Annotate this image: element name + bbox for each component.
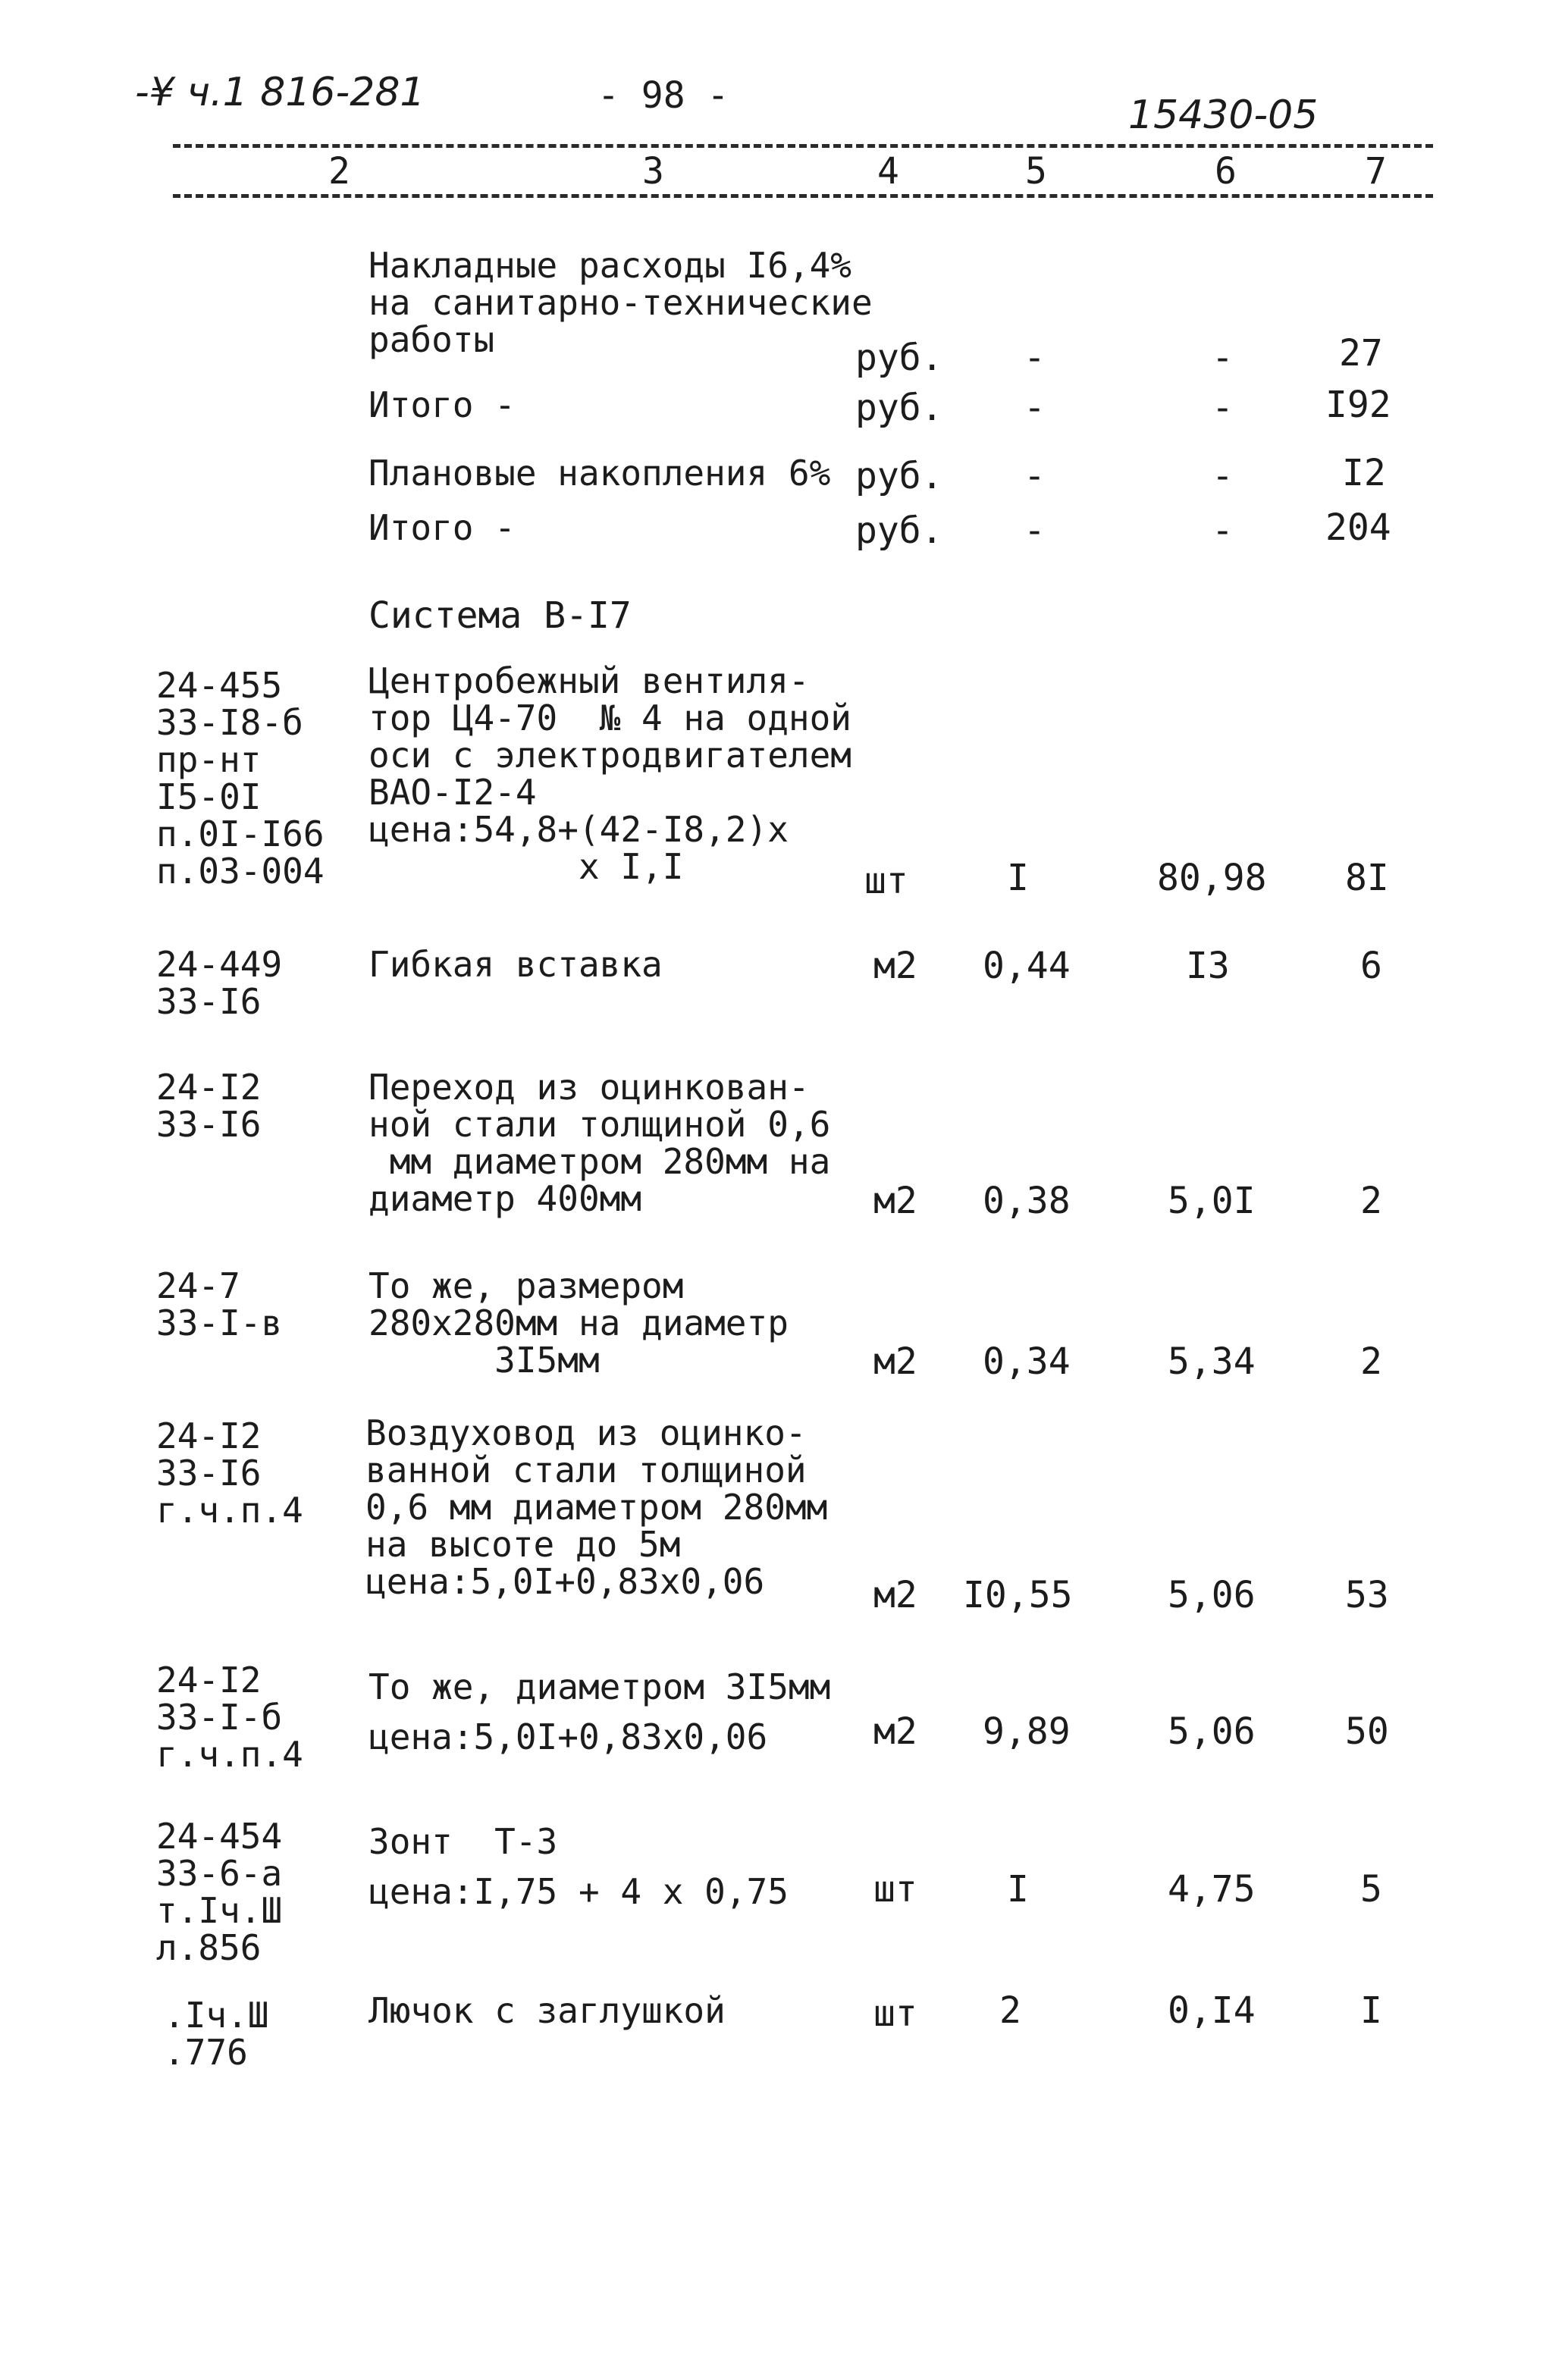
row-quantity: I0,55 [963,1574,1073,1616]
header-divider-top [173,144,1433,148]
row-quantity: 2 [999,1989,1021,2032]
row-description: То же, размером 280х280мм на диаметр 3I5мм [368,1265,789,1381]
row-total: I [1360,1989,1382,2032]
row-description: Итого - [368,507,516,548]
row-unit: руб. [855,387,943,429]
row-codes: 24-I2 33-I-б г.ч.п.4 [156,1660,303,1775]
document-reference: -¥ ч.1 816-281 [135,70,425,115]
row-quantity: - [1024,509,1046,552]
row-codes: 24-454 33-6-а т.Iч.Ш л.856 [156,1816,283,1968]
row-unit: шт [864,860,908,902]
row-price: 0,I4 [1168,1989,1256,2032]
row-total: I2 [1342,452,1386,494]
row-price: I3 [1186,945,1230,987]
row-price: - [1212,455,1234,497]
column-number-6: 6 [1215,150,1237,193]
column-number-7: 7 [1365,150,1387,193]
row-quantity: 0,38 [983,1180,1071,1222]
row-description: То же, диаметром 3I5мм цена:5,0I+0,83х0,06 [368,1666,831,1757]
row-quantity: 0,44 [983,945,1071,987]
row-total: 2 [1360,1340,1382,1383]
row-price: 80,98 [1157,857,1267,899]
row-price: 4,75 [1168,1868,1256,1911]
row-description: Плановые накопления 6% [368,453,831,494]
section-title: Система В-I7 [368,594,632,637]
row-price: 5,06 [1168,1574,1256,1616]
row-price: 5,06 [1168,1710,1256,1753]
row-codes: 24-7 33-I-в [156,1265,283,1343]
row-unit: м2 [873,1710,917,1753]
document-code: 15430-05 [1128,92,1319,138]
row-quantity: 9,89 [983,1710,1071,1753]
row-quantity: I [1007,1868,1029,1911]
column-number-2: 2 [328,150,350,193]
row-price: - [1212,509,1234,552]
row-price: - [1212,337,1234,379]
row-total: 204 [1325,506,1391,549]
page-number: - 98 - [597,74,729,117]
row-description: Воздуховод из оцинко- ванной стали толщиной 0,6 мм диаметром 280мм на высоте до 5м цена:5,0I+0,83х0,06 [365,1412,828,1602]
row-unit: м2 [873,945,917,987]
row-description: Итого - [368,384,516,425]
row-codes: 24-449 33-I6 [156,944,283,1022]
row-total: 6 [1360,945,1382,987]
row-quantity: - [1024,337,1046,379]
row-price: - [1212,387,1234,429]
column-number-5: 5 [1025,150,1047,193]
row-price: 5,0I [1168,1180,1256,1222]
row-unit: руб. [855,509,943,552]
row-description: Центробежный вентиля- тор Ц4-70 № 4 на одной оси с электродвигателем ВАО-I2-4 цена:54,8+(42-I8,2)х х I,I [368,660,851,887]
column-number-4: 4 [877,150,899,193]
row-codes: 24-I2 33-I6 [156,1067,262,1145]
row-codes: 24-I2 33-I6 г.ч.п.4 [156,1415,303,1531]
row-price: 5,34 [1168,1340,1256,1383]
row-description: Накладные расходы I6,4% на санитарно-технические работы [368,245,873,360]
row-quantity: - [1024,455,1046,497]
row-total: 27 [1339,332,1383,375]
row-unit: руб. [855,455,943,497]
row-description: Лючок с заглушкой [368,1990,726,2031]
header-divider-bottom [173,194,1433,198]
row-total: I92 [1325,384,1391,426]
row-unit: шт [873,1868,917,1911]
row-quantity: I [1007,857,1029,899]
row-codes: .Iч.Ш .776 [164,1995,269,2073]
row-description: Зонт Т-3 цена:I,75 + 4 х 0,75 [368,1821,789,1912]
row-description: Гибкая вставка [368,944,663,985]
row-total: 2 [1360,1180,1382,1222]
column-number-3: 3 [642,150,664,193]
row-total: 53 [1345,1574,1389,1616]
row-unit: м2 [873,1340,917,1383]
row-codes: 24-455 33-I8-б пр-нт I5-0I п.0I-I66 п.03-004 [156,665,325,892]
row-total: 50 [1345,1710,1389,1753]
row-total: 8I [1345,857,1389,899]
row-unit: м2 [873,1574,917,1616]
row-description: Переход из оцинкован- ной стали толщиной 0,6 мм диаметром 280мм на диаметр 400мм [368,1067,831,1219]
row-unit: м2 [873,1180,917,1222]
row-unit: руб. [855,337,943,379]
row-quantity: 0,34 [983,1340,1071,1383]
row-total: 5 [1360,1868,1382,1911]
row-unit: шт [873,1992,917,2035]
row-quantity: - [1024,387,1046,429]
